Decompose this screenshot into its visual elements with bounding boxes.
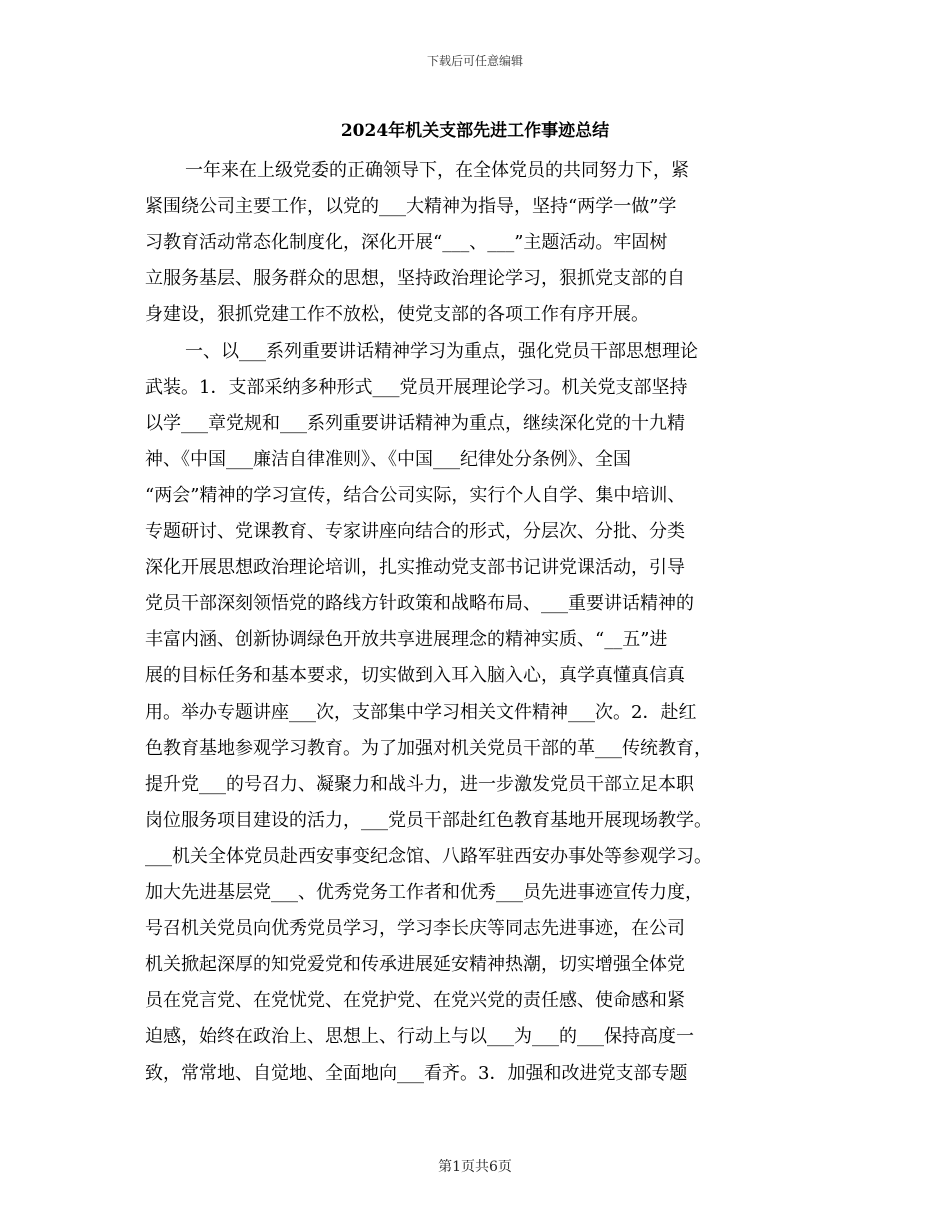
body-line: 专题研讨、党课教育、专家讲座向结合的形式，分层次、分批、分类: [145, 521, 685, 542]
body-line: 展的目标任务和基本要求，切实做到入耳入脑入心，真学真懂真信真: [145, 665, 685, 687]
body-line: 机关掀起深厚的知党爱党和传承进展延安精神热潮，切实增强全体党: [145, 954, 685, 976]
body-line: ___机关全体党员赴西安事变纪念馆、八路军驻西安办事处等参观学习。: [145, 845, 712, 867]
body-line: 岗位服务项目建设的活力，___党员干部赴红色教育基地开展现场教学。: [145, 809, 712, 831]
body-line: 致，常常地、自觉地、全面地向___看齐。3．加强和改进党支部专题: [145, 1062, 688, 1084]
body-line: “两会”精神的学习宣传，结合公司实际，实行个人自学、集中培训、: [145, 484, 686, 506]
body-line: 一、以___系列重要讲话精神学习为重点，强化党员干部思想理论: [185, 340, 698, 362]
body-line: 加大先进基层党___、优秀党务工作者和优秀___员先进事迹宣传力度，: [145, 882, 703, 903]
body-line: 提升党___的号召力、凝聚力和战斗力，进一步激发党员干部立足本职: [145, 773, 694, 795]
header-note: 下载后可任意编辑: [426, 54, 523, 68]
body-line: 丰富内涵、创新协调绿色开放共享进展理念的精神实质、“__五”进: [145, 629, 668, 651]
body-line: 习教育活动常态化制度化，深化开展“___、___”主题活动。牢固树: [145, 232, 668, 254]
body-line: 以学___章党规和___系列重要讲话精神为重点，继续深化党的十九精: [145, 412, 685, 434]
body-line: 号召机关党员向优秀党员学习，学习李长庆等同志先进事迹，在公司: [145, 918, 685, 940]
body-line: 一年来在上级党委的正确领导下，在全体党员的共同努力下，紧: [185, 160, 689, 181]
body-line: 员在党言党、在党忧党、在党护党、在党兴党的责任感、使命感和紧: [145, 990, 685, 1012]
body-line: 立服务基层、服务群众的思想，坚持政治理论学习，狠抓党支部的自: [145, 268, 685, 290]
body-line: 深化开展思想政治理论培训，扎实推动党支部书记讲党课活动，引导: [145, 557, 685, 579]
body-line: 紧围绕公司主要工作，以党的___大精神为指导，坚持“两学一做”学: [145, 196, 677, 218]
body-line: 身建设，狠抓党建工作不放松，使党支部的各项工作有序开展。: [145, 304, 649, 326]
body-line: 武装。1．支部采纳多种形式___党员开展理论学习。机关党支部坚持: [145, 376, 688, 398]
body-line: 党员干部深刻领悟党的路线方针政策和战略布局、___重要讲话精神的: [145, 593, 694, 615]
body-line: 用。举办专题讲座___次，支部集中学习相关文件精神___次。2．赴红: [145, 701, 697, 723]
body-line: 神、《中国___廉洁自律准则》、《中国___纪律处分条例》、全国: [145, 448, 631, 470]
page-footer: 第1页共6页: [438, 1159, 512, 1175]
document-title: 2024年机关支部先进工作事迹总结: [340, 121, 610, 141]
body-line: 色教育基地参观学习教育。为了加强对机关党员干部的革___传统教育，: [145, 737, 712, 759]
body-line: 迫感，始终在政治上、思想上、行动上与以___为___的___保持高度一: [145, 1026, 694, 1048]
